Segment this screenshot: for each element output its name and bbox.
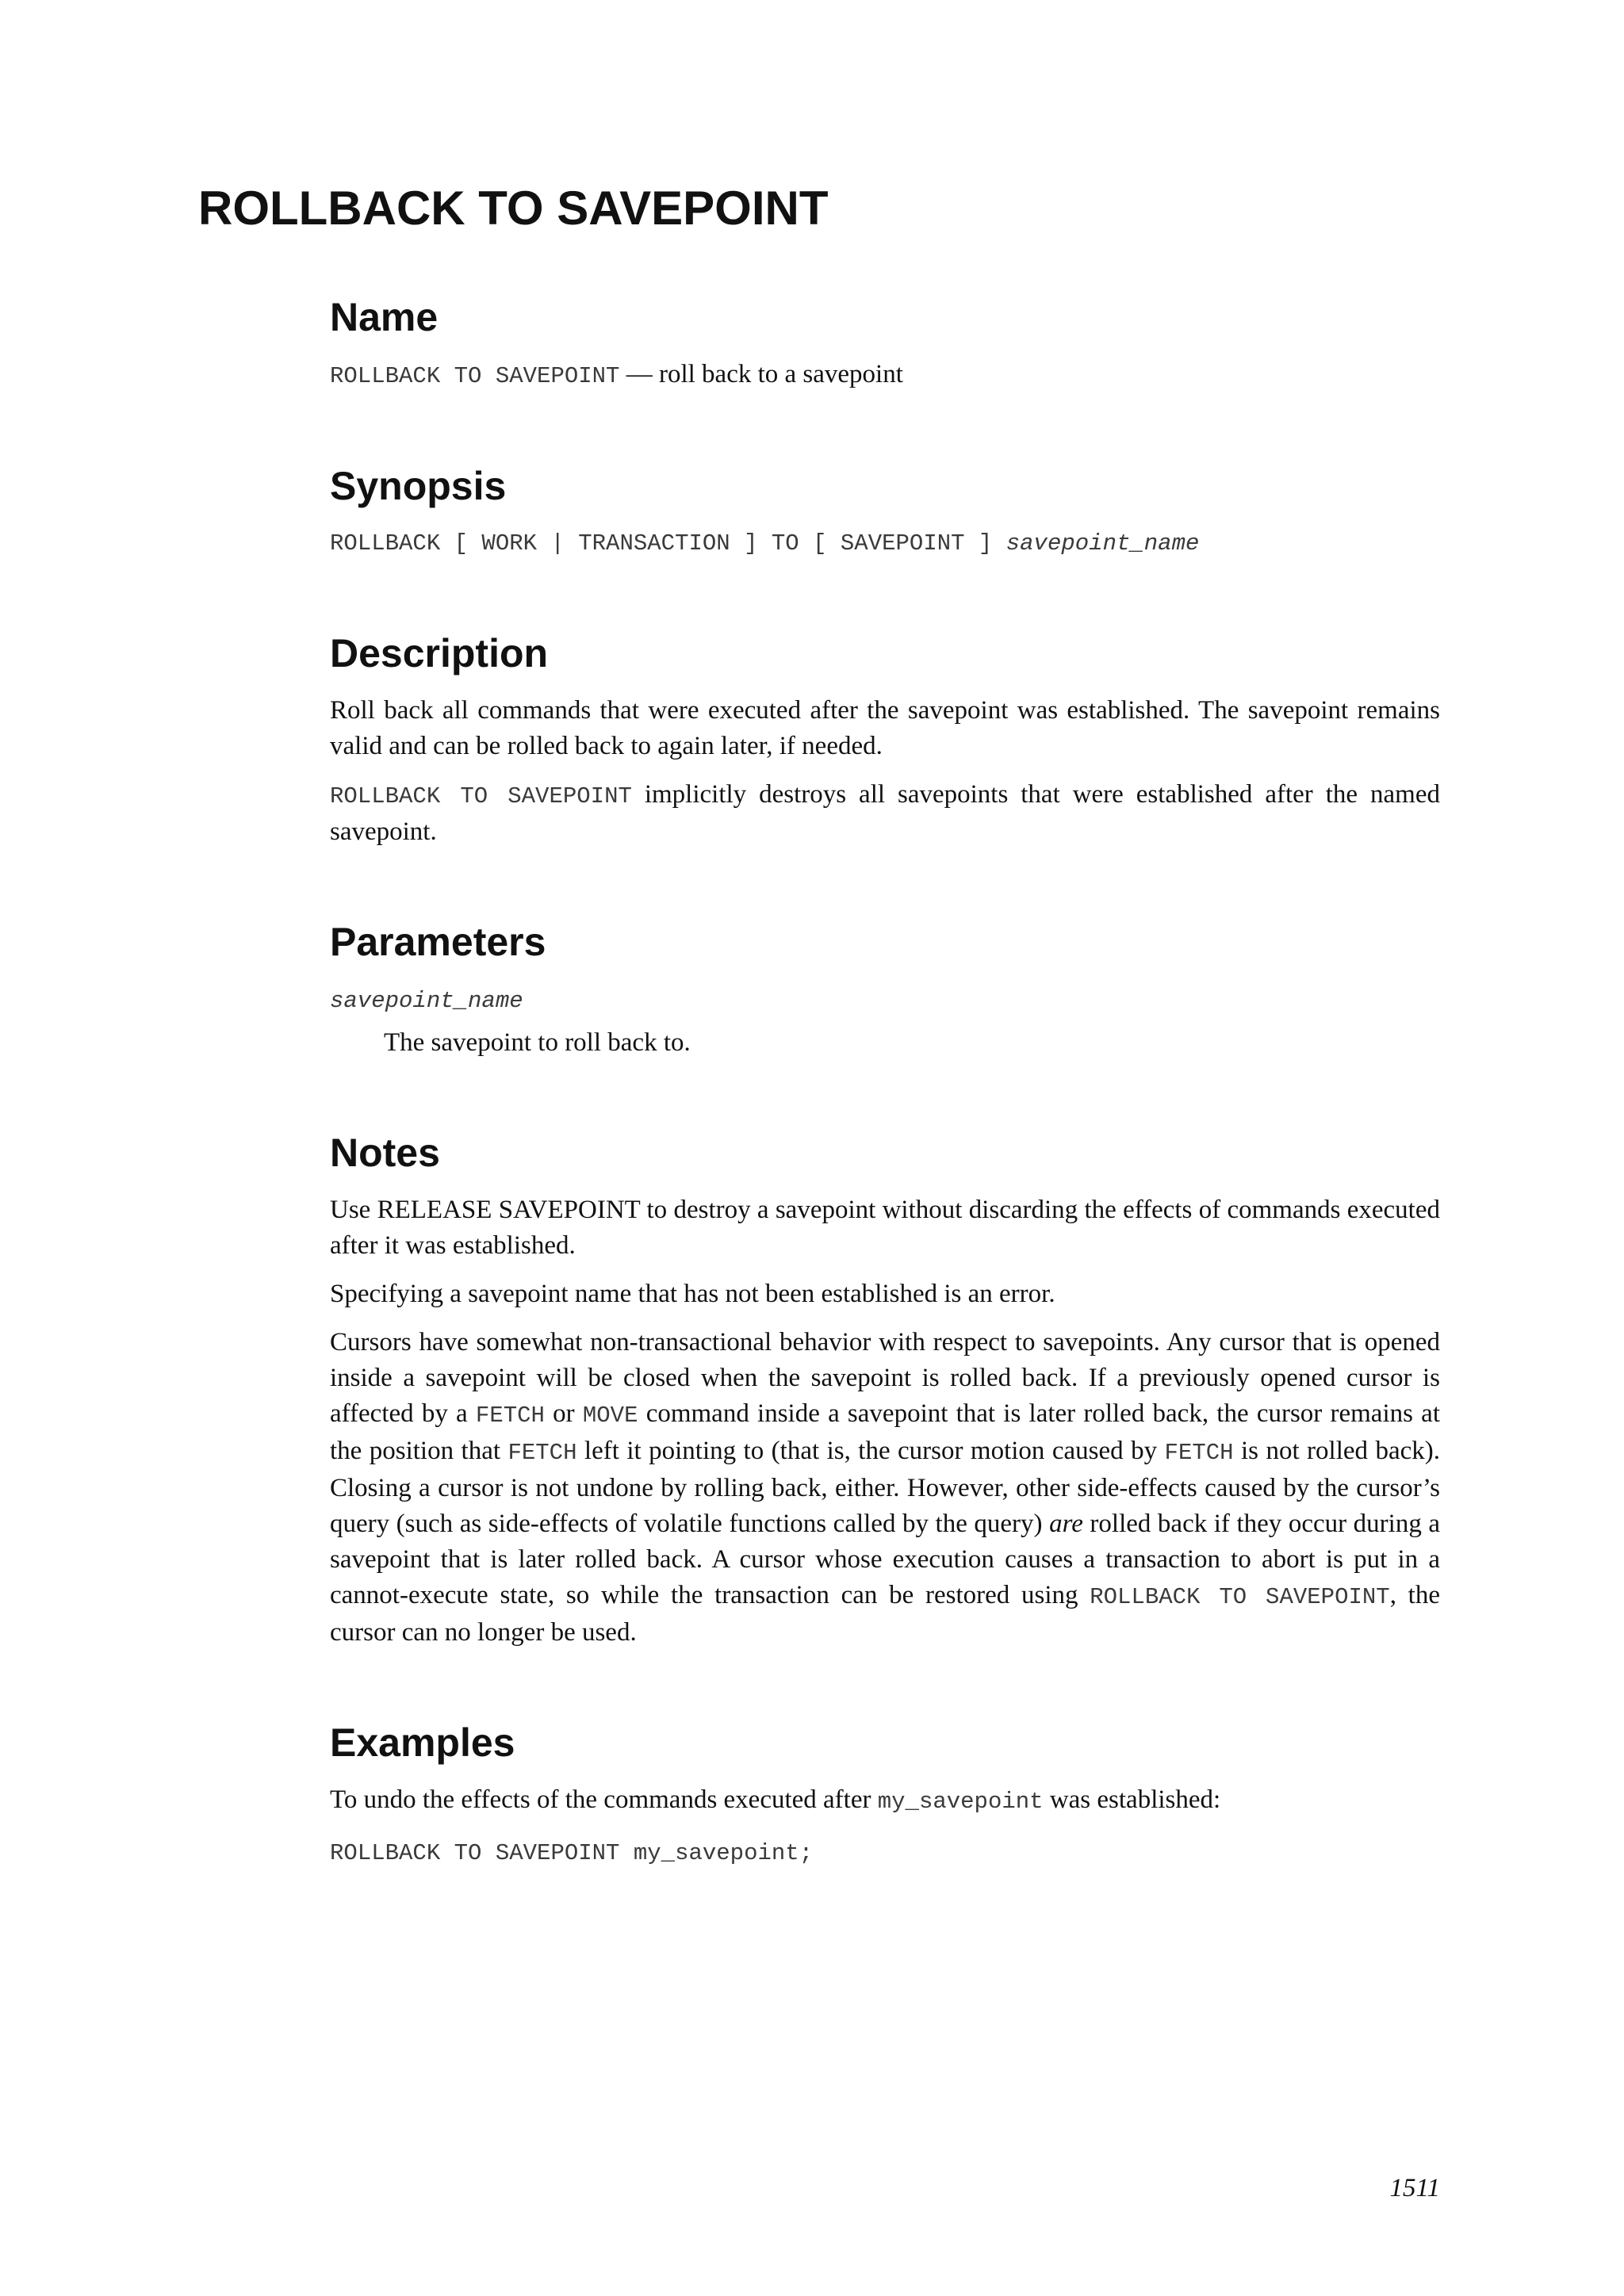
notes-heading: Notes xyxy=(330,1131,440,1175)
synopsis-code xyxy=(330,526,1440,561)
notes-text-c: command inside a savepoint that is later rolled back, the cursor remains at the position that xyxy=(330,1399,1440,1465)
notes-fetch-code: FETCH xyxy=(1164,1440,1234,1466)
notes-text-f: rolled back if they occur during a savepoint that is later rolled back. A cursor whose execution causes a transaction to abort is put in a cannot-execute state, so while the transaction can be restored using xyxy=(330,1510,1441,1609)
notes-emphasis: are xyxy=(1049,1510,1083,1538)
parameter-definition: The savepoint to roll back to. xyxy=(384,1028,691,1057)
examples-inline-code: my_savepoint xyxy=(877,1789,1044,1815)
parameter-name: savepoint_name xyxy=(330,988,523,1014)
page-title: ROLLBACK TO SAVEPOINT xyxy=(198,182,829,235)
refentry-content xyxy=(330,293,1440,1939)
examples-section xyxy=(330,1719,1440,1871)
notes-fetch-code: FETCH xyxy=(475,1402,545,1429)
notes-paragraph-2: Specifying a savepoint name that has not been established is an error. xyxy=(330,1280,1055,1308)
notes-paragraph-3 xyxy=(330,1325,1440,1651)
notes-paragraph-1: Use RELEASE SAVEPOINT to destroy a savepoint without discarding the effects of commands executed after it was established. xyxy=(330,1196,1440,1260)
synopsis-heading: Synopsis xyxy=(330,464,507,508)
examples-heading: Examples xyxy=(330,1720,515,1765)
parameter-term xyxy=(330,982,1440,1019)
parameters-heading: Parameters xyxy=(330,920,546,964)
notes-text-g: , the cursor can no longer be used. xyxy=(330,1581,1440,1647)
description-section xyxy=(330,629,1440,850)
notes-move-code: MOVE xyxy=(582,1402,638,1429)
notes-fetch-code: FETCH xyxy=(508,1440,577,1466)
description-paragraph-1: Roll back all commands that were executed after the savepoint was established. The savepoint remains valid and can be rolled back to again later, if needed. xyxy=(330,696,1440,760)
parameters-section xyxy=(330,918,1440,1061)
examples-text-b: was established: xyxy=(1043,1785,1221,1814)
description-code: ROLLBACK TO SAVEPOINT xyxy=(330,783,632,809)
examples-intro xyxy=(330,1782,1440,1820)
name-summary: — roll back to a savepoint xyxy=(626,360,903,388)
notes-text-b: or xyxy=(544,1399,583,1428)
description-heading: Description xyxy=(330,631,549,675)
synopsis-section xyxy=(330,462,1440,561)
notes-text-d: left it pointing to (that is, the cursor motion caused by xyxy=(576,1437,1165,1465)
description-text: implicitly destroys all savepoints that were established after the named savepoint. xyxy=(330,780,1440,846)
notes-text-e: is not rolled back). Closing a cursor is not undone by rolling back, either. However, other side-effects caused by the cursor’s query (such as side-effects of volatile functions called by the query) xyxy=(330,1437,1441,1538)
name-command: ROLLBACK TO SAVEPOINT xyxy=(330,363,620,389)
notes-section xyxy=(330,1129,1440,1651)
notes-rollback-code: ROLLBACK TO SAVEPOINT xyxy=(1090,1584,1390,1610)
synopsis-command: ROLLBACK [ WORK | TRANSACTION ] TO [ SAVEPOINT ] xyxy=(330,530,1006,557)
notes-text-a: Cursors have somewhat non-transactional behavior with respect to savepoints. Any cursor that is opened inside a savepoint will be closed when the savepoint is rolled back. If a previously opened cursor is affected by a xyxy=(330,1328,1440,1428)
page-number: 1511 xyxy=(1389,2174,1440,2202)
name-heading: Name xyxy=(330,295,439,339)
examples-text-a: To undo the effects of the commands executed after xyxy=(330,1785,878,1814)
name-line xyxy=(330,357,1440,394)
name-section xyxy=(330,293,1440,394)
synopsis-param: savepoint_name xyxy=(1005,530,1200,557)
example-code: ROLLBACK TO SAVEPOINT my_savepoint; xyxy=(330,1840,814,1866)
description-paragraph-2 xyxy=(330,777,1440,850)
